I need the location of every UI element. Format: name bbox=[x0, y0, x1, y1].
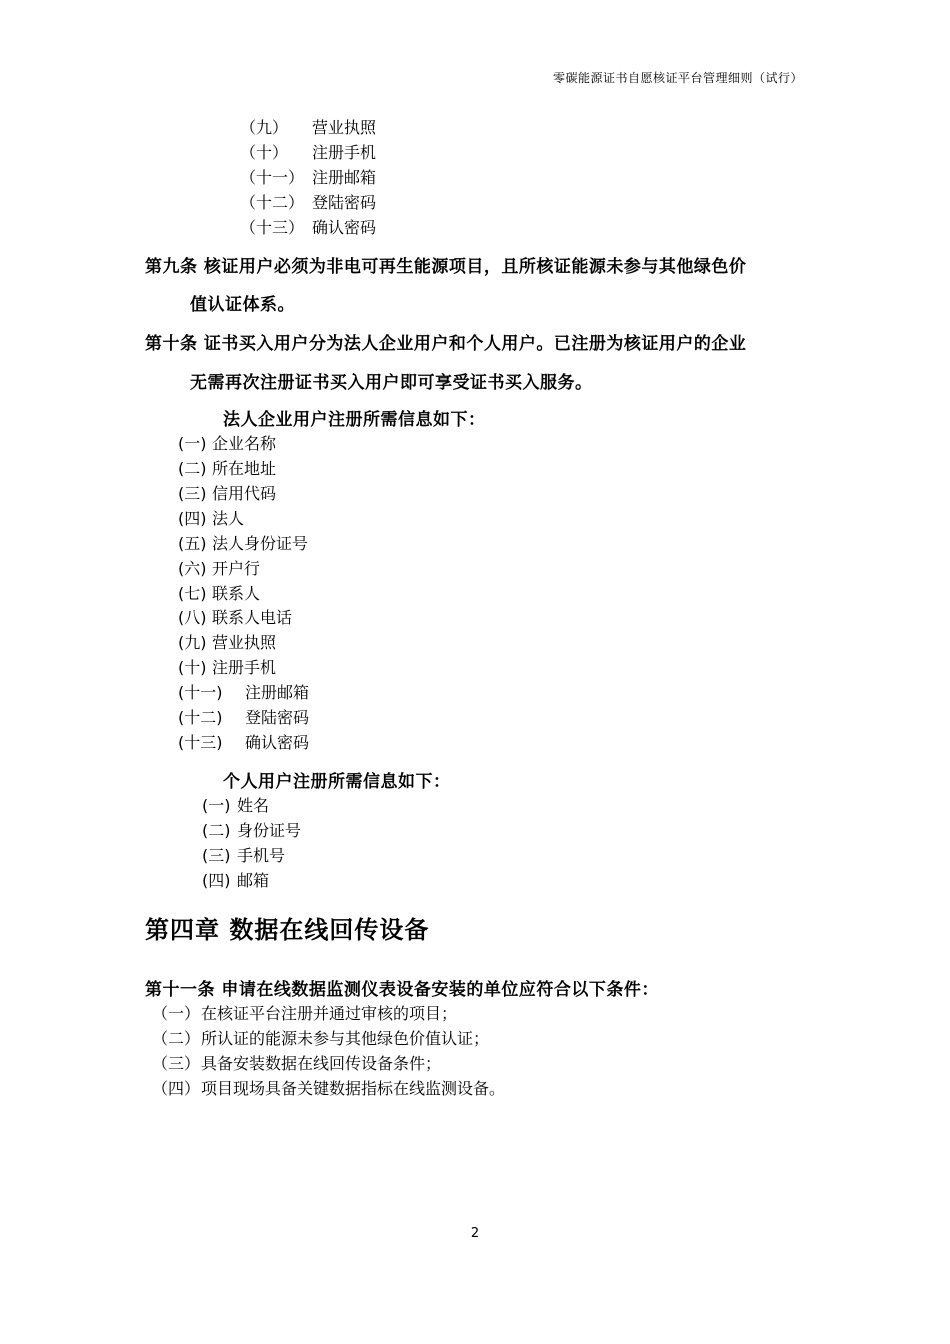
list-item bbox=[152, 1001, 457, 1026]
list-item-text: 营业执照 bbox=[212, 633, 277, 652]
list-item-text: 登陆密码 bbox=[245, 708, 310, 727]
article-10-line-1: 第十条 证书买入用户分为法人企业用户和个人用户。已注册为核证用户的企业 bbox=[145, 334, 747, 354]
list-item-text: 联系人电话 bbox=[212, 608, 293, 627]
list-item-number: （十） bbox=[240, 143, 289, 162]
article-9-line-1: 第九条 核证用户必须为非电可再生能源项目，且所核证能源未参与其他绿色价 bbox=[145, 257, 747, 277]
list-item-text: 邮箱 bbox=[237, 871, 270, 890]
list-item-text: 所在地址 bbox=[212, 459, 277, 478]
running-header: 零碳能源证书自愿核证平台管理细则（试行） bbox=[552, 71, 803, 85]
list-item-number: (一) bbox=[202, 796, 231, 815]
list-item-number: (六) bbox=[178, 559, 207, 578]
list-item-text: 所认证的能源未参与其他绿色价值认证； bbox=[201, 1029, 490, 1048]
list-item bbox=[152, 1026, 489, 1051]
list-item bbox=[178, 506, 244, 531]
chapter-title: 第四章 数据在线回传设备 bbox=[145, 916, 430, 944]
article-9-line-2: 值认证体系。 bbox=[190, 295, 295, 315]
list-item-text: 确认密码 bbox=[312, 218, 377, 237]
list-item bbox=[178, 431, 276, 456]
list-item-number: （二） bbox=[152, 1029, 201, 1048]
list-item-number: （三） bbox=[152, 1054, 201, 1073]
list-item bbox=[240, 140, 376, 165]
list-item bbox=[202, 843, 285, 868]
list-item-number: (十) bbox=[178, 658, 207, 677]
list-item-number: (一) bbox=[178, 434, 207, 453]
list-item-number: (十一) bbox=[178, 683, 223, 702]
list-item-number: (四) bbox=[178, 509, 207, 528]
list-item-text: 手机号 bbox=[237, 846, 286, 865]
list-item bbox=[178, 456, 276, 481]
list-item-number: （四） bbox=[152, 1079, 201, 1098]
list-item bbox=[178, 531, 308, 556]
list-item-text: 登陆密码 bbox=[312, 193, 377, 212]
list-item-number: (七) bbox=[178, 584, 207, 603]
list-item bbox=[178, 705, 309, 730]
list-item-number: (四) bbox=[202, 871, 231, 890]
personal-heading: 个人用户注册所需信息如下： bbox=[223, 772, 451, 792]
list-item-text: 法人 bbox=[212, 509, 245, 528]
list-item-text: 营业执照 bbox=[312, 118, 377, 137]
list-item bbox=[152, 1051, 441, 1076]
list-item-number: (三) bbox=[178, 484, 207, 503]
list-item-number: （九） bbox=[240, 118, 289, 137]
list-item bbox=[202, 818, 301, 843]
list-item-number: (二) bbox=[202, 821, 231, 840]
list-item bbox=[240, 190, 376, 215]
list-item-text: 开户行 bbox=[212, 559, 261, 578]
list-item bbox=[240, 165, 376, 190]
list-item-text: 注册手机 bbox=[212, 658, 277, 677]
list-item bbox=[178, 630, 276, 655]
list-item bbox=[178, 556, 260, 581]
list-item bbox=[178, 581, 260, 606]
list-item-text: 确认密码 bbox=[245, 733, 310, 752]
list-item-text: 身份证号 bbox=[237, 821, 302, 840]
list-item-number: (九) bbox=[178, 633, 207, 652]
list-item-number: (三) bbox=[202, 846, 231, 865]
list-item-number: (五) bbox=[178, 534, 207, 553]
list-item-text: 在核证平台注册并通过审核的项目； bbox=[201, 1004, 458, 1023]
list-item-number: （十一） bbox=[240, 168, 305, 187]
page-number: 2 bbox=[470, 1226, 480, 1241]
list-item-number: （十三） bbox=[240, 218, 305, 237]
list-item bbox=[240, 215, 376, 240]
list-item bbox=[178, 481, 276, 506]
list-item-number: （一） bbox=[152, 1004, 201, 1023]
list-item-number: (八) bbox=[178, 608, 207, 627]
list-item-text: 企业名称 bbox=[212, 434, 277, 453]
list-item bbox=[202, 868, 269, 893]
list-item bbox=[178, 605, 292, 630]
list-item-number: （十二） bbox=[240, 193, 305, 212]
list-item-number: (十二) bbox=[178, 708, 223, 727]
corporate-heading: 法人企业用户注册所需信息如下： bbox=[223, 410, 486, 430]
list-item bbox=[178, 680, 309, 705]
list-item bbox=[178, 730, 309, 755]
list-item-number: (十三) bbox=[178, 733, 223, 752]
list-item-text: 联系人 bbox=[212, 584, 261, 603]
list-item bbox=[240, 115, 376, 140]
list-item-number: (二) bbox=[178, 459, 207, 478]
article-11-heading: 第十一条 申请在线数据监测仪表设备安装的单位应符合以下条件： bbox=[145, 980, 659, 1000]
list-item-text: 信用代码 bbox=[212, 484, 277, 503]
list-item-text: 注册手机 bbox=[312, 143, 377, 162]
list-item-text: 注册邮箱 bbox=[312, 168, 377, 187]
list-item-text: 姓名 bbox=[237, 796, 270, 815]
list-item-text: 法人身份证号 bbox=[212, 534, 309, 553]
list-item-text: 具备安装数据在线回传设备条件； bbox=[201, 1054, 442, 1073]
list-item-text: 项目现场具备关键数据指标在线监测设备。 bbox=[201, 1079, 506, 1098]
article-10-line-2: 无需再次注册证书买入用户即可享受证书买入服务。 bbox=[190, 373, 593, 393]
list-item bbox=[178, 655, 276, 680]
list-item-text: 注册邮箱 bbox=[245, 683, 310, 702]
list-item bbox=[202, 793, 269, 818]
list-item bbox=[152, 1076, 505, 1101]
